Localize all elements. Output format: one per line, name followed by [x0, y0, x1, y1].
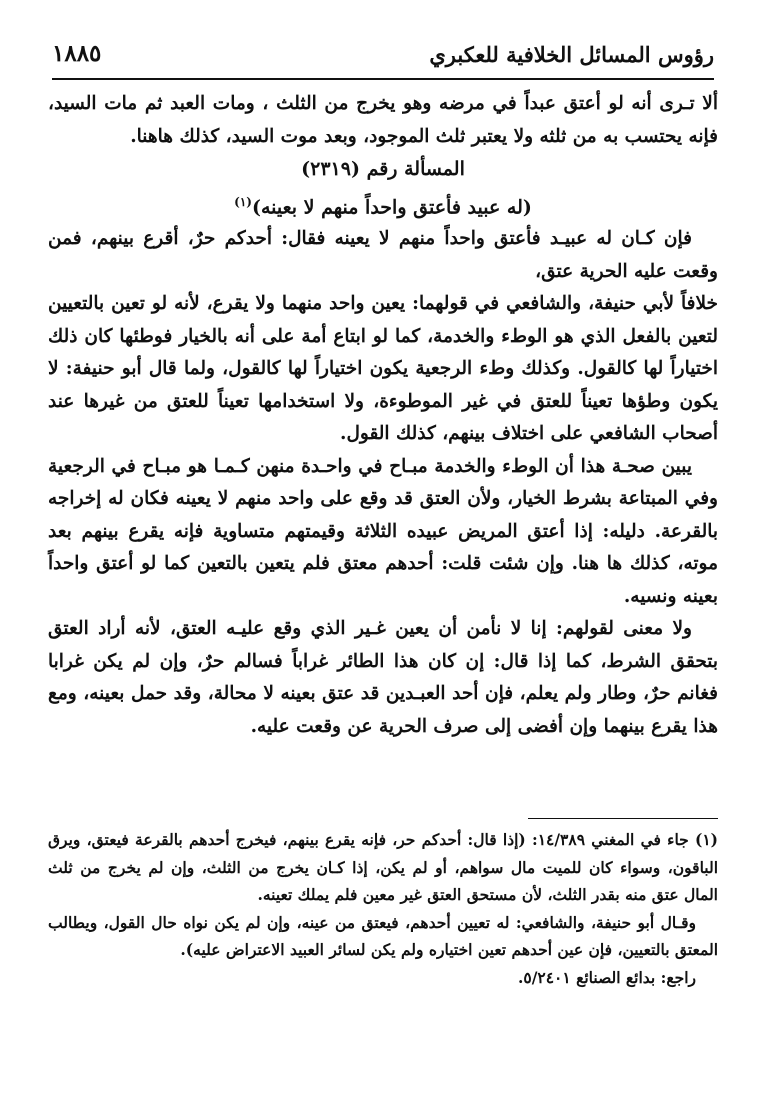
main-text [48, 88, 718, 743]
paragraph: ولا معنى لقولهم: إنا لا نأمن أن يعين غـير الذي وقع عليـه العتق، لأنه أراد العتق بتحقق الشرط، كما إذا قال: إن كان هذا الطائر غراباً فسالم حرٌ، وإن لم يكن غرابا فغانم حرٌ، وطار ولم يعلم، فإن أحد العبـدين قد عتق بعينه لا محالة، وقد حمل بعينه، ومع هذا يقرع بينهما وإن أفضى إلى صرف الحرية عن وقعت عليه. [48, 618, 718, 737]
running-title: رؤوس المسائل الخلافية للعكبري [429, 42, 714, 67]
footnote: وقـال أبو حنيفة، والشافعي: له تعيين أحدهم، فيعتق من عينه، وإن لم يكن نواه حال القول، ويطالب المعتق بالتعيين، فإن عين أحدهم تعين اختياره ولم يكن لسائر العبيد الاعتراض عليه). [48, 912, 718, 959]
paragraph: ألا تـرى أنه لو أعتق عبداً في مرضه وهو يخرج من الثلث ، ومات العبد ثم مات السيد، فإنه يحتسب به من ثلثه ولا يعتبر ثلث الموجود، وبعد موت السيد، كذلك هاهنا. [48, 93, 718, 147]
footnote-ref: (١) [234, 194, 252, 209]
footnotes [48, 826, 718, 991]
masala-subtitle-text: (له عبيد فأعتق واحداً منهم لا بعينه) [251, 195, 532, 218]
paragraph: خلافاً لأبي حنيفة، والشافعي في قولهما: يعين واحد منهما ولا يقرع، لأنه لو تعين بالتعيين لتعين بالفعل الذي هو الوطء والخدمة، كما لو ابتاع أمة على أنه بالخيار فوطئها كان ذلك اختياراً لها كالقول. وكذلك وطء الرجعية يكون اختياراً لها كالقول، ولما قال أبو حنيفة: لا يكون وطؤها تعيناً للعتق في غير الموطوءة، ولا استخدامها تعيناً للعتق من غيرها عند أصحاب الشافعي على اختلاف بينهم، كذلك القول. [48, 293, 718, 445]
footnote-divider [528, 818, 718, 819]
footnote: (١) جاء في المغني ١٤/٣٨٩: (إذا قال: أحدكم حر، فإنه يقرع بينهم، فيخرج أحدهم بالقرعة فيعتق، ويرق الباقون، وسواء كان للميت مال سواهم، أو لم يكن، إذا كـان يخرج من الثلث، وإن لم يخرج من ثلث المال عتق منه بقدر الثلث، لأن مستحق العتق غير معين فلم يملك تعينه. [48, 830, 718, 904]
paragraph: فإن كـان له عبيـد فأعتق واحداً منهم لا يعينه فقال: أحدكم حرٌ، أقرع بينهم، فمن وقعت عليه الحرية عتق، [48, 228, 718, 282]
footnote: راجع: بدائع الصنائع ٥/٢٤٠١. [518, 967, 696, 987]
masala-title: المسألة رقم (٢٣١٩) [301, 158, 465, 180]
page-header [52, 38, 714, 80]
page-number: ١٨٨٥ [52, 40, 102, 67]
paragraph: يبين صحـة هذا أن الوطء والخدمة مبـاح في واحـدة منهن كـمـا هو مبـاح في الرجعية وفي المبتاعة بشرط الخيار، ولأن العتق قد وقع على واحد منهم لا يعينه فكان له إخراجه بالقرعة. دليله: إذا أعتق المريض عبيده الثلاثة وقيمتهم متساوية فإنه يقرع بينهم بعد موته، كذلك ها هنا. وإن شئت قلت: أحدهم معتق فلم يتعين بالتعين كما لو أعتق واحداً بعينه ونسيه. [48, 455, 718, 607]
masala-subtitle [48, 186, 718, 224]
